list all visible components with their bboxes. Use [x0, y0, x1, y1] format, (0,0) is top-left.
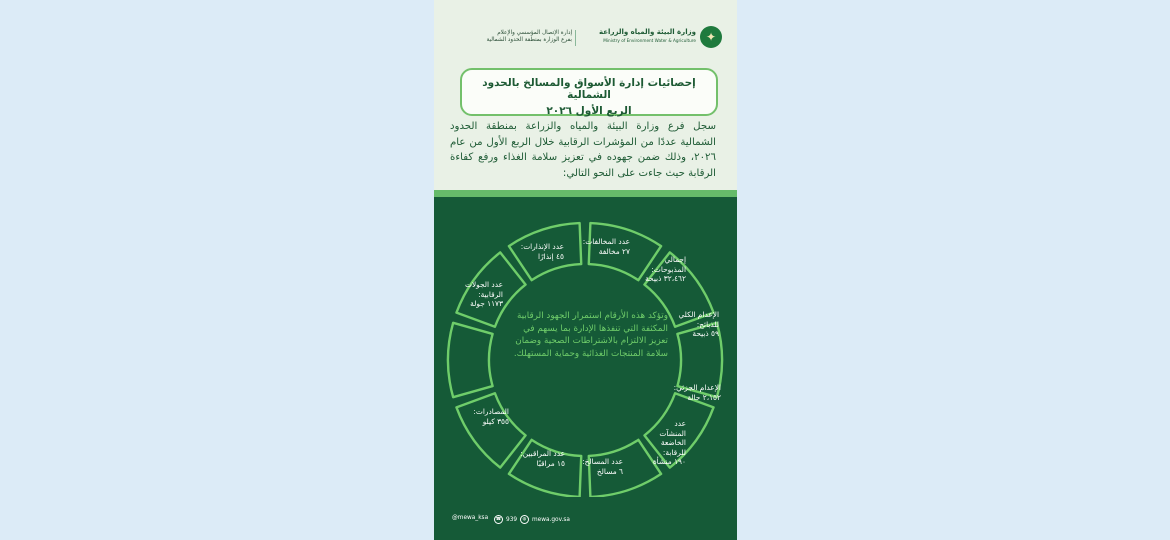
- stat-total-condemnation: [667, 310, 719, 339]
- stat-violations: [583, 237, 630, 256]
- stat-label: عدد المخالفات:: [582, 237, 630, 246]
- ring-segment: [456, 393, 525, 467]
- stat-value: ٢٧ مخالفة: [598, 246, 630, 256]
- stat-slaughterhouses: [582, 457, 623, 476]
- phone-number: 939: [506, 516, 518, 523]
- stat-value: ٤٥ إنذارًا: [538, 251, 564, 261]
- section-divider: [434, 190, 737, 197]
- center-summary-text: وتؤكد هذه الأرقام استمرار الجهود الرقابية المكثفة التي تنفذها الإدارة بما يسهم في تعزيز الالتزام بالاشتراطات الصحية وضمان سلامة المنتجات الغذائية وحماية المستهلك.: [513, 311, 668, 359]
- stat-value: ٢،١٥٢ حالة: [687, 392, 721, 402]
- stat-value: ٣٢،٤٦٢ ذبيحة: [645, 274, 686, 284]
- stat-value: ٦ مسالخ: [596, 466, 623, 476]
- ring-segment: [448, 323, 493, 397]
- stat-label: عدد المسالخ:: [582, 457, 623, 466]
- website-url: mewa.gov.sa: [532, 516, 570, 523]
- social-handle[interactable]: [452, 515, 488, 521]
- stat-label: الإعدام الكلي للذبائح:: [678, 310, 719, 329]
- title-box: [460, 68, 718, 116]
- stat-label: عدد الجولات الرقابية:: [465, 280, 503, 299]
- intro-paragraph: سجل فرع وزارة البيئة والمياه والزراعة بمنطقة الحدود الشمالية عددًا من المؤشرات الرقابية خلال الربع الأول من عام ٢٠٢٦، وذلك ضمن جهوده في تعزيز سلامة الغذاء ورفع كفاءة الرقابة حيث جاءت على النحو التالي:: [450, 121, 716, 179]
- phone-icon: ☎: [495, 517, 502, 522]
- stat-value: ١٩٠ منشأة: [652, 457, 686, 467]
- stat-warnings: [521, 242, 564, 261]
- page-title: إحصائيات إدارة الأسواق والمسالخ بالحدود الشمالية: [482, 77, 696, 101]
- stat-value: ٣٥٥ كيلو: [482, 416, 509, 426]
- stat-confiscations: [473, 407, 509, 426]
- stat-value: ١١٧٣ جولة: [470, 299, 503, 309]
- stat-inspectors: [520, 449, 565, 468]
- stat-partial-condemnation: [674, 383, 721, 402]
- stat-label: عدد المراقبين:: [520, 449, 565, 458]
- stat-label: المصادرات:: [473, 407, 509, 416]
- footer: [434, 512, 737, 526]
- header-divider: [575, 30, 576, 46]
- globe-icon: ◍: [520, 515, 529, 524]
- website-link[interactable]: [520, 515, 570, 524]
- ministry-name-english: Ministry of Environment Water & Agriculture: [603, 38, 696, 43]
- ministry-name-arabic: وزارة البيئة والمياه والزراعة: [599, 28, 696, 36]
- stat-inspection-tours: [459, 280, 503, 309]
- stat-total-slaughtered: [638, 255, 686, 284]
- stat-label: الإعدام الجزئي:: [673, 383, 721, 392]
- statistics-section: [434, 197, 737, 540]
- department-line-1: إدارة الإتصال المؤسسي والإعلام: [497, 30, 572, 36]
- stat-inspected-facilities: [646, 419, 686, 467]
- ministry-logo: [599, 24, 722, 58]
- phone-contact[interactable]: [494, 515, 517, 524]
- page-subtitle: الربع الأول ٢٠٢٦: [546, 105, 632, 117]
- department-label: [448, 24, 572, 58]
- stat-value: ١٥ مراقبًا: [536, 458, 565, 468]
- department-line-2: بفرع الوزارة بمنطقة الحدود الشمالية: [486, 37, 572, 43]
- palm-swords-emblem-icon: ✦: [700, 26, 722, 48]
- stat-value: ٥٩ ذبيحة: [692, 329, 719, 339]
- stat-label: إجمالي المذبوحات:: [651, 255, 686, 274]
- infographic-poster: [434, 0, 737, 540]
- social-handle-text: @mewa_ksa: [452, 515, 489, 521]
- stat-label: عدد المنشآت الخاضعة للرقابة:: [659, 419, 686, 457]
- stat-label: عدد الإنذارات:: [520, 242, 564, 251]
